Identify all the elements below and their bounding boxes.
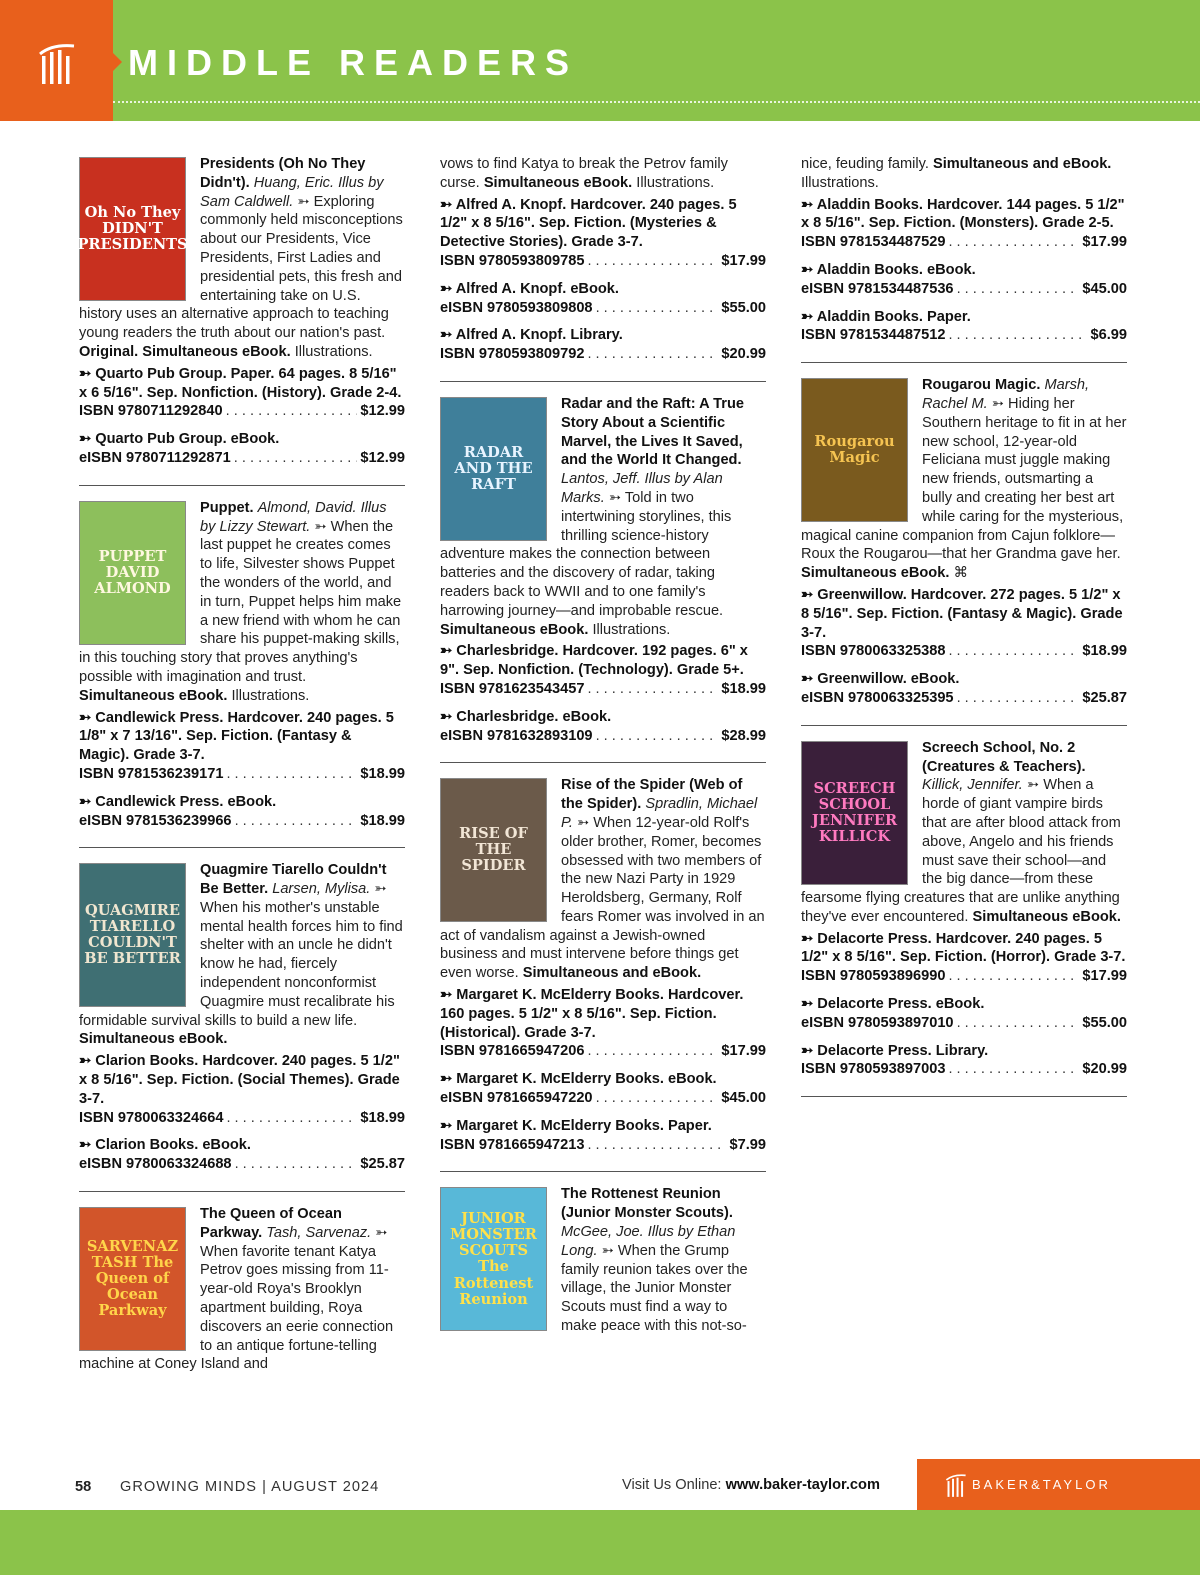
isbn: eISBN 9780711292871 (79, 449, 231, 466)
format-line: ➳ Quarto Pub Group. eBook. (79, 431, 280, 448)
book-entry (440, 1185, 766, 1335)
format-line: ➳ Alfred A. Knopf. eBook. (440, 280, 619, 297)
book-description-block (801, 155, 1127, 193)
isbn: ISBN 9780711292840 (79, 403, 223, 420)
isbn-price-row (79, 402, 405, 421)
page-number: 58 (75, 1479, 92, 1495)
isbn: ISBN 9781623543457 (440, 680, 585, 697)
visit-label: Visit Us Online: (622, 1477, 722, 1493)
isbn-price-row (801, 233, 1127, 252)
dot-leader (948, 642, 1079, 661)
isbn: ISBN 9780063324664 (79, 1109, 224, 1126)
format-line: ➳ Candlewick Press. eBook. (79, 793, 277, 810)
book-description: ➳ When his mother's unstable mental health forces him to find shelter with an uncle he didn't know he had, fiercely independent nonconformist Quagmire must recalibrate his formidable survival skills to build a new life. (79, 881, 403, 1029)
footer-brand (917, 1459, 1200, 1510)
format-line: ➳ Greenwillow. Hardcover. 272 pages. 5 1/2" x 8 5/16". Sep. Fiction. (Fantasy & Magic). Grade 3-7. (801, 586, 1123, 641)
column-1 (79, 155, 405, 1374)
isbn: ISBN 9781534487529 (801, 234, 946, 251)
format-line: ➳ Aladdin Books. Paper. (801, 308, 971, 325)
price: $45.00 (721, 1090, 766, 1107)
price: $12.99 (360, 403, 405, 420)
isbn-price-row (440, 299, 766, 318)
price: $17.99 (1082, 234, 1127, 251)
isbn-price-row (79, 449, 405, 468)
isbn: eISBN 9781665947220 (440, 1090, 593, 1107)
format-line: ➳ Aladdin Books. Hardcover. 144 pages. 5 1/2" x 8 5/16". Sep. Fiction. (Monsters). Grade 2-5. (801, 196, 1125, 232)
format-line: ➳ Charlesbridge. eBook. (440, 708, 612, 725)
dot-leader (948, 967, 1079, 986)
book-cover[interactable]: PUPPET DAVID ALMOND (79, 501, 186, 645)
isbn: ISBN 9781534487512 (801, 327, 946, 344)
book-title: Radar and the Raft: A True Story About a Scientific Marvel, the Lives It Saved, and the World It Changed. (561, 395, 744, 469)
isbn-price-row (801, 689, 1127, 708)
book-author: Lantos, Jeff. Illus by Alan Marks. (561, 471, 723, 506)
dot-leader (948, 233, 1079, 252)
isbn-price-row (801, 280, 1127, 299)
isbn-price-row (79, 1109, 405, 1128)
book-author: Killick, Jennifer. (922, 777, 1023, 794)
isbn-price-row (79, 765, 405, 784)
book-description: ➳ Exploring commonly held misconceptions about our Presidents, Vice Presidents, First Ladies and presidential pets, this fresh and entertaining take on U.S. history uses an alternative approach to teaching young readers the truth about our nation's past. (79, 193, 403, 342)
book-author: Larsen, Mylisa. (272, 881, 371, 898)
book-availability: Simultaneous and eBook. (932, 156, 1112, 172)
isbn-price-row (801, 1060, 1127, 1079)
book-description-block (440, 155, 766, 193)
book-cover[interactable]: SARVENAZ TASH The Queen of Ocean Parkway (79, 1207, 186, 1351)
isbn-price-row (801, 1014, 1127, 1033)
brand-logo-tile (0, 0, 113, 121)
column-2 (440, 155, 766, 1336)
book-availability: Simultaneous eBook. (801, 565, 950, 582)
book-availability: Simultaneous eBook. (440, 621, 589, 638)
format-line: ➳ Delacorte Press. eBook. (801, 996, 985, 1013)
dot-leader (948, 326, 1087, 345)
dot-leader (957, 1014, 1080, 1033)
price: $20.99 (1082, 1061, 1127, 1078)
book-description: ➳ Told in two intertwining storylines, this thrilling science-history adventure makes the connection between batteries and the discovery of radar, taking readers back to WWII and to one family's harrowing journey—and improbable rescue. (440, 489, 732, 619)
price: $45.00 (1082, 280, 1127, 297)
price: $6.99 (1090, 327, 1127, 344)
format-line: ➳ Aladdin Books. eBook. (801, 261, 976, 278)
book-title: Screech School, No. 2 (Creatures & Teachers). (922, 739, 1086, 775)
book-author: Spradlin, Michael P. (561, 796, 758, 831)
book-cover[interactable]: RISE OF THE SPIDER (440, 778, 547, 922)
price: $25.87 (360, 1156, 405, 1173)
dot-leader (235, 812, 358, 831)
website-link[interactable]: www.baker-taylor.com (725, 1477, 880, 1493)
isbn-price-row (440, 1089, 766, 1108)
price: $7.99 (729, 1136, 766, 1153)
book-cover[interactable]: Oh No They DIDN'T PRESIDENTS (79, 157, 186, 301)
dot-leader (587, 345, 718, 364)
format-line: ➳ Margaret K. McElderry Books. Paper. (440, 1117, 712, 1134)
book-cover[interactable]: QUAGMIRE TIARELLO COULDN'T BE BETTER (79, 863, 186, 1007)
price: $17.99 (1082, 968, 1127, 985)
format-line: ➳ Clarion Books. eBook. (79, 1137, 251, 1154)
format-line: ➳ Charlesbridge. Hardcover. 192 pages. 6" x 9". Sep. Nonfiction. (Technology). Grade 5+. (440, 643, 748, 679)
dot-leader (957, 280, 1080, 299)
price: $17.99 (721, 252, 766, 269)
book-extra-note: Illustrations. (801, 174, 879, 191)
isbn-price-row (79, 812, 405, 831)
isbn-price-row (440, 345, 766, 364)
isbn: ISBN 9780593809792 (440, 346, 585, 363)
isbn: ISBN 9780593809785 (440, 252, 585, 269)
dot-leader (234, 449, 358, 468)
book-entry (79, 1205, 405, 1374)
book-extra-note: ⌘ (953, 565, 969, 582)
isbn-price-row (801, 642, 1127, 661)
format-line: ➳ Margaret K. McElderry Books. eBook. (440, 1071, 717, 1088)
isbn: ISBN 9781665947213 (440, 1136, 585, 1153)
format-line: ➳ Quarto Pub Group. Paper. 64 pages. 8 5/16" x 6 5/16". Sep. Nonfiction. (History). Grade 2-4. (79, 365, 402, 401)
isbn: ISBN 9781665947206 (440, 1043, 585, 1060)
price: $25.87 (1082, 689, 1127, 706)
book-cover[interactable]: Rougarou Magic (801, 378, 908, 522)
baker-taylor-logo-icon (945, 1472, 967, 1498)
section-header (0, 0, 1200, 121)
isbn-price-row (440, 1042, 766, 1061)
book-title: Rise of the Spider (Web of the Spider). (561, 777, 743, 813)
footer-band (0, 1510, 1200, 1575)
dot-leader (596, 1089, 719, 1108)
dot-leader (587, 680, 718, 699)
isbn: eISBN 9781534487536 (801, 280, 954, 297)
book-author: Almond, David. Illus by Lizzy Stewart. (200, 499, 387, 535)
dot-leader (587, 252, 718, 271)
dot-leader (948, 1060, 1079, 1079)
book-cover[interactable]: SCREECH SCHOOL JENNIFER KILLICK (801, 741, 908, 885)
format-line: ➳ Candlewick Press. Hardcover. 240 pages. 5 1/8" x 7 13/16". Sep. Fiction. (Fantasy & Magic). Grade 3-7. (79, 709, 394, 764)
dot-leader (596, 299, 719, 318)
price: $18.99 (1082, 643, 1127, 660)
isbn-price-row (440, 252, 766, 271)
book-availability: Original. Simultaneous eBook. (79, 343, 291, 360)
price: $18.99 (360, 812, 405, 829)
format-line: ➳ Alfred A. Knopf. Hardcover. 240 pages. 5 1/2" x 8 5/16". Sep. Fiction. (Mysteries & Detective Stories). Grade 3-7. (440, 196, 737, 251)
price: $28.99 (721, 727, 766, 744)
book-entry (79, 861, 405, 1192)
price: $12.99 (360, 449, 405, 466)
book-entry (440, 155, 766, 382)
brand-name: BAKER&TAYLOR (972, 1477, 1111, 1492)
book-availability: Simultaneous eBook. (79, 687, 228, 704)
isbn-price-row (801, 326, 1127, 345)
dot-leader (587, 1136, 726, 1155)
isbn-price-row (801, 967, 1127, 986)
isbn: eISBN 9780593809808 (440, 299, 593, 316)
book-entry (440, 395, 766, 763)
book-entry (801, 376, 1127, 726)
book-author: Huang, Eric. Illus by Sam Caldwell. (200, 174, 384, 210)
book-title: Puppet. (200, 499, 254, 516)
isbn-price-row (440, 1136, 766, 1155)
dot-leader (226, 1109, 357, 1128)
isbn: eISBN 9780593897010 (801, 1014, 954, 1031)
book-description: ➳ Hiding her Southern heritage to fit in at her new school, 12-year-old Feliciana must juggle making new friends, outsmarting a bully and creating her best art while caring for the mysterious, magical canine companion from Cajun folklore—Roux the Rougarou—that her Grandma gave her. (801, 395, 1127, 563)
isbn: ISBN 9781536239171 (79, 765, 224, 782)
dot-leader (226, 402, 358, 421)
book-extra-note: Illustrations. (294, 343, 373, 360)
price: $18.99 (360, 765, 405, 782)
price: $55.00 (1082, 1014, 1127, 1031)
book-availability: Simultaneous eBook. (79, 1031, 228, 1048)
book-cover[interactable]: JUNIOR MONSTER SCOUTS The Rottenest Reunion (440, 1187, 547, 1331)
format-line: ➳ Delacorte Press. Hardcover. 240 pages. 5 1/2" x 8 5/16". Sep. Fiction. (Horror). Grade 3-7. (801, 930, 1126, 966)
isbn: eISBN 9780063325395 (801, 689, 954, 706)
magazine-name: GROWING MINDS | AUGUST 2024 (120, 1479, 380, 1495)
column-3 (801, 155, 1127, 1110)
price: $18.99 (721, 680, 766, 697)
isbn: ISBN 9780063325388 (801, 643, 946, 660)
dot-leader (587, 1042, 718, 1061)
isbn: ISBN 9780593897003 (801, 1061, 946, 1078)
price: $20.99 (721, 346, 766, 363)
isbn: eISBN 9781536239966 (79, 812, 232, 829)
book-author: McGee, Joe. Illus by Ethan Long. (561, 1224, 736, 1259)
baker-taylor-logo-icon (38, 40, 76, 86)
book-entry (801, 739, 1127, 1098)
book-availability: Simultaneous eBook. (483, 174, 633, 191)
header-arrow (113, 53, 122, 71)
book-description: vows to find Katya to break the Petrov family curse. (440, 156, 728, 191)
price: $18.99 (360, 1109, 405, 1126)
book-entry (79, 499, 405, 849)
book-entry (440, 776, 766, 1172)
page-title: MIDDLE READERS (128, 42, 579, 83)
book-description: ➳ When the Grump family reunion takes over the village, the Junior Monster Scouts must find a way to make peace with this not-so- (561, 1242, 748, 1335)
isbn: eISBN 9781632893109 (440, 727, 593, 744)
book-entry (79, 155, 405, 486)
book-title: Presidents (Oh No They Didn't). (200, 156, 366, 191)
format-line: ➳ Alfred A. Knopf. Library. (440, 327, 623, 344)
book-description: ➳ When a horde of giant vampire birds that are after blood attack from above, Angelo and his friends must save their school—and the big dance—from these fearsome flying creatures that are unlike anything they've ever encountered. (801, 777, 1121, 925)
book-availability: Simultaneous and eBook. (522, 965, 702, 982)
book-description: ➳ When 12-year-old Rolf's older brother, Romer, becomes obsessed with two members of the new Nazi Party in 1929 Heroldsberg, Germany, Rolf fears Romer was involved in an act of vandalism against a Jewish-owned business and must intervene before things get even worse. (440, 814, 765, 982)
book-cover[interactable]: RADAR AND THE RAFT (440, 397, 547, 541)
isbn-price-row (440, 727, 766, 746)
dot-leader (596, 727, 719, 746)
dot-leader (226, 765, 357, 784)
book-author: Tash, Sarvenaz. (266, 1224, 372, 1241)
book-description: ➳ When favorite tenant Katya Petrov goes missing from 11-year-old Roya's Brooklyn apartment building, Roya discovers an eerie connection to an antique fortune-telling machine at Coney Island and (79, 1224, 394, 1373)
book-title: Rougarou Magic. (922, 377, 1041, 394)
format-line: ➳ Delacorte Press. Library. (801, 1042, 989, 1059)
dot-leader (235, 1155, 358, 1174)
visit-online (622, 1477, 880, 1493)
price: $55.00 (721, 299, 766, 316)
format-line: ➳ Greenwillow. eBook. (801, 671, 960, 688)
book-description: ➳ When the last puppet he creates comes to life, Silvester shows Puppet the wonders of the world, and in turn, Puppet helps him make a new friend with whom he can share his puppet-making skills, in this touching story that proves anything's possible with imagination and trust. (79, 518, 402, 685)
book-extra-note: Illustrations. (231, 687, 310, 704)
dot-leader (957, 689, 1080, 708)
isbn: eISBN 9780063324688 (79, 1156, 232, 1173)
price: $17.99 (721, 1043, 766, 1060)
header-dotted-rule (113, 101, 1200, 103)
book-description: nice, feuding family. (801, 156, 929, 172)
book-entry (801, 155, 1127, 363)
book-extra-note: Illustrations. (636, 174, 715, 191)
format-line: ➳ Clarion Books. Hardcover. 240 pages. 5 1/2" x 8 5/16". Sep. Fiction. (Social Themes). Grade 3-7. (79, 1053, 400, 1107)
book-title: Quagmire Tiarello Couldn't Be Better. (200, 862, 387, 898)
isbn-price-row (79, 1155, 405, 1174)
book-extra-note: Illustrations. (592, 621, 671, 638)
format-line: ➳ Margaret K. McElderry Books. Hardcover. 160 pages. 5 1/2" x 8 5/16". Sep. Fiction. (Historical). Grade 3-7. (440, 987, 744, 1041)
book-author: Marsh, Rachel M. (922, 377, 1090, 412)
book-title: The Rottenest Reunion (Junior Monster Scouts). (561, 1186, 733, 1222)
book-availability: Simultaneous eBook. (972, 908, 1121, 925)
book-title: The Queen of Ocean Parkway. (200, 1206, 342, 1241)
isbn-price-row (440, 680, 766, 699)
isbn: ISBN 9780593896990 (801, 968, 946, 985)
